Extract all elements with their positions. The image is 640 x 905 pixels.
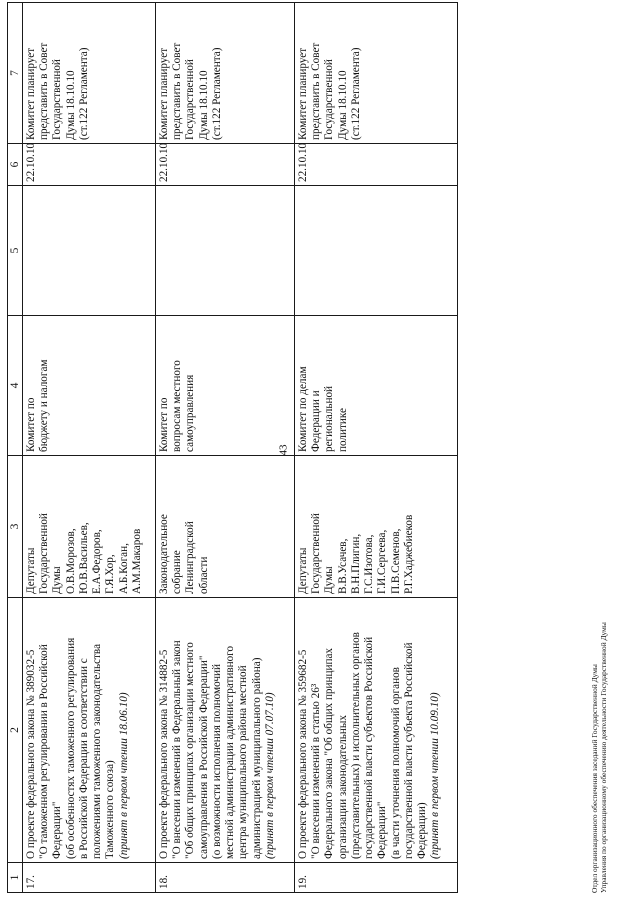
- committee-line: Комитет по: [158, 397, 170, 452]
- bill-line: (об особенностях таможенного регулирования: [64, 637, 77, 859]
- bill-line: самоуправления в Российской Федерации": [197, 655, 210, 859]
- date-cell: 22.10.10: [156, 144, 295, 186]
- bill-line: "О внесении изменений в статью 26³: [310, 683, 323, 859]
- bill-description: [295, 598, 458, 863]
- author-line: Думы: [51, 566, 64, 594]
- comment-line: Государственной: [323, 59, 336, 140]
- column-5-cell: [295, 186, 458, 316]
- bill-line: в Российской Федерации в соответствии с: [77, 658, 90, 859]
- comment-cell: [23, 3, 156, 144]
- bill-authors: [23, 456, 156, 598]
- author-line: Депутаты: [297, 547, 309, 594]
- page-number: 43: [277, 444, 290, 456]
- bill-line: Федерации": [376, 801, 389, 859]
- author-line: Ю.В.Васильев,: [77, 522, 90, 594]
- table-row: [23, 3, 156, 893]
- author-line: Государственной: [310, 513, 323, 594]
- bill-description: [156, 598, 295, 863]
- author-line: Думы: [323, 566, 336, 594]
- bill-line: Федерального закона "Об общих принципах: [323, 647, 336, 859]
- row-number: 17.: [23, 863, 156, 893]
- bill-line: "О внесении изменений в Федеральный закон: [171, 640, 184, 859]
- comment-line: Комитет планирует: [158, 47, 170, 140]
- bill-line: "О таможенном регулировании в Российской: [38, 644, 51, 859]
- responsible-committee: [23, 316, 156, 456]
- author-line: Р.Г.Хаджебиеков: [402, 514, 415, 594]
- author-line: Г.Я.Хор,: [104, 554, 117, 594]
- header-cell-4: 4: [8, 316, 23, 456]
- responsible-committee: [295, 316, 458, 456]
- bill-line: государственной власти субъекта Российской: [402, 642, 415, 859]
- header-cell-1: 1: [8, 863, 23, 893]
- comment-line: представить в Совет: [171, 42, 184, 140]
- author-line: В.В.Усачев,: [336, 538, 349, 594]
- table-row: [295, 3, 458, 893]
- bill-line: Федерации": [51, 801, 64, 859]
- bill-line: местной администрации административного: [224, 645, 237, 859]
- header-cell-3: 3: [8, 456, 23, 598]
- author-line: собрание: [171, 550, 184, 594]
- column-5-cell: [23, 186, 156, 316]
- committee-line: вопросам местного: [171, 360, 184, 452]
- bill-line: (представительных) и исполнительных органов: [349, 632, 362, 859]
- comment-line: Государственной: [51, 59, 64, 140]
- author-line: А.М.Макаров: [130, 528, 143, 594]
- author-line: А.Б.Коган,: [117, 543, 130, 594]
- comment-cell: [295, 3, 458, 144]
- header-cell-7: 7: [8, 3, 23, 144]
- bill-line: центра муниципального района местной: [237, 665, 250, 859]
- table-header-row: [8, 3, 23, 893]
- bill-line: Таможенного союза): [104, 760, 117, 859]
- bill-title: О проекте федерального закона № 389032-5: [25, 649, 37, 859]
- committee-line: Комитет по делам: [297, 366, 309, 452]
- author-line: В.Н.Плигин,: [349, 533, 362, 594]
- comment-line: (ст.122 Регламента): [210, 47, 223, 140]
- bill-reading-note: (принят в первом чтении 10.09.10): [429, 692, 442, 859]
- bill-title: О проекте федерального закона № 314882-5: [158, 649, 170, 859]
- column-5-cell: [156, 186, 295, 316]
- footer-line: Отдел организационного обеспечения заседаний Государственной Думы: [590, 664, 599, 893]
- date-cell: 22.10.10: [23, 144, 156, 186]
- committee-line: политике: [336, 407, 349, 452]
- header-cell-2: 2: [8, 598, 23, 863]
- author-line: Е.А.Федоров,: [91, 529, 104, 594]
- bill-line: (в части уточнения полномочий органов: [389, 667, 402, 859]
- rotated-landscape-sheet: [7, 3, 622, 893]
- bill-line: положениями таможенного законодательства: [91, 643, 104, 859]
- committee-line: региональной: [323, 385, 336, 452]
- comment-line: представить в Совет: [38, 42, 51, 140]
- comment-cell: [156, 3, 295, 144]
- author-line: Ленинградской: [184, 521, 197, 594]
- comment-line: Комитет планирует: [25, 47, 37, 140]
- author-line: Г.И.Сергеева,: [376, 529, 389, 594]
- bill-reading-note: (принят в первом чтении 18.06.10): [117, 692, 130, 859]
- footer-line: Управления по организационному обеспечению деятельности Государственной Думы: [599, 622, 608, 893]
- bill-line: "Об общих принципах организации местного: [184, 642, 197, 859]
- author-line: Законодательное: [158, 514, 170, 594]
- bill-line: организации законодательных: [336, 715, 349, 859]
- author-line: области: [197, 556, 210, 594]
- bill-title: О проекте федерального закона № 359682-5: [297, 649, 309, 859]
- date-cell: 22.10.10: [295, 144, 458, 186]
- comment-line: Думы 18.10.10: [64, 70, 77, 140]
- bill-description: [23, 598, 156, 863]
- bills-table: [7, 2, 458, 893]
- committee-line: бюджету и налогам: [38, 359, 51, 452]
- row-number: 18.: [156, 863, 295, 893]
- committee-line: Федерации и: [310, 390, 323, 452]
- bill-line: Федерации): [415, 802, 428, 859]
- author-line: Г.С.Изотова,: [363, 534, 376, 594]
- comment-line: Думы 18.10.10: [336, 70, 349, 140]
- committee-line: Комитет по: [25, 397, 37, 452]
- bill-authors: [156, 456, 295, 598]
- bill-line: администрацией муниципального района): [250, 657, 263, 859]
- comment-line: (ст.122 Регламента): [77, 47, 90, 140]
- comment-line: представить в Совет: [310, 42, 323, 140]
- comment-line: Думы 18.10.10: [197, 70, 210, 140]
- author-line: Государственной: [38, 513, 51, 594]
- bill-line: государственной власти субъектов Российской: [363, 636, 376, 859]
- header-cell-6: 6: [8, 144, 23, 186]
- author-line: П.В.Семенов,: [389, 528, 402, 594]
- document-footer: [590, 622, 608, 893]
- author-line: О.В.Морозов,: [64, 528, 77, 594]
- bill-line: (о возможности исполнения полномочий: [210, 663, 223, 859]
- committee-line: самоуправления: [184, 374, 197, 452]
- table-row: [156, 3, 295, 893]
- comment-line: Комитет планирует: [297, 47, 309, 140]
- bill-authors: [295, 456, 458, 598]
- comment-line: Государственной: [184, 59, 197, 140]
- bill-reading-note: (принят в первом чтении 07.07.10): [263, 692, 276, 859]
- author-line: Депутаты: [25, 547, 37, 594]
- comment-line: (ст.122 Регламента): [349, 47, 362, 140]
- header-cell-5: 5: [8, 186, 23, 316]
- responsible-committee: [156, 316, 295, 456]
- row-number: 19.: [295, 863, 458, 893]
